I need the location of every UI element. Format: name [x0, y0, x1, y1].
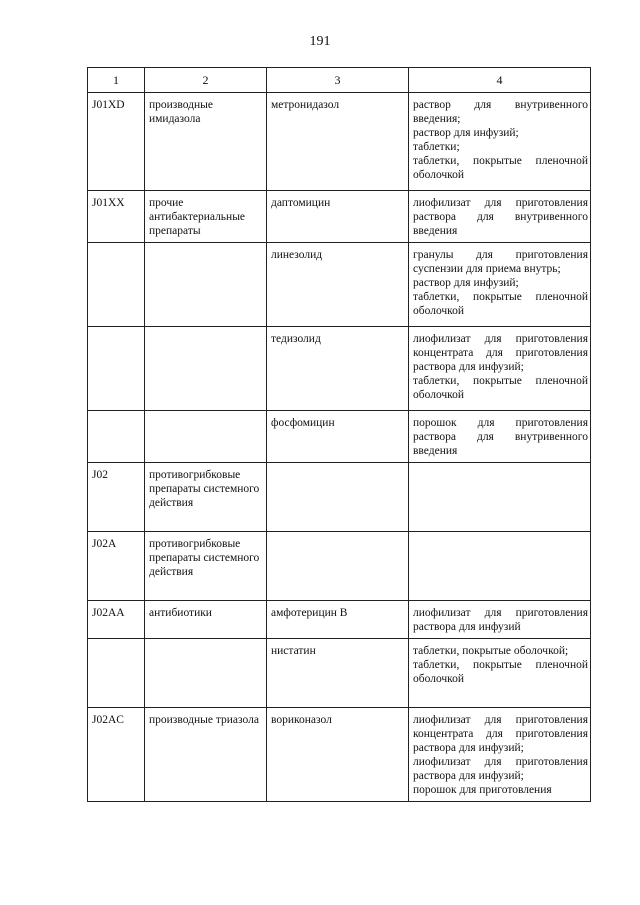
drug-name-cell: фосфомицин	[267, 411, 409, 463]
dosage-forms-cell	[409, 708, 591, 802]
table-row	[88, 191, 591, 243]
dosage-form-item: таблетки, покрытые пленочной оболочкой	[413, 375, 588, 401]
drug-name-cell: метронидазол	[267, 93, 409, 191]
dosage-forms-cell	[409, 93, 591, 191]
dosage-forms-cell	[409, 327, 591, 411]
table-row	[88, 601, 591, 639]
drug-name-cell: нистатин	[267, 639, 409, 708]
dosage-form-item: таблетки;	[413, 141, 460, 153]
dosage-form-item: таблетки, покрытые оболочкой;	[413, 645, 569, 657]
table-row	[88, 411, 591, 463]
group-name-cell: противогрибковые препараты системного действия	[145, 463, 267, 532]
drug-table	[87, 67, 591, 802]
group-name-cell: антибиотики	[145, 601, 267, 639]
group-name-cell: производные триазола	[145, 708, 267, 802]
atc-code-cell: J01XX	[88, 191, 145, 243]
dosage-form-item: лиофилизат для приготовления концентрата для приготовления раствора для инфузий;	[413, 714, 588, 754]
table-row	[88, 93, 591, 191]
atc-code-cell: J02A	[88, 532, 145, 601]
drug-name-cell	[267, 532, 409, 601]
group-name-cell	[145, 327, 267, 411]
dosage-forms-cell	[409, 243, 591, 327]
dosage-forms-cell	[409, 601, 591, 639]
atc-code-cell	[88, 411, 145, 463]
dosage-form-item: раствор для внутривенного введения;	[413, 99, 588, 125]
dosage-form-item: лиофилизат для приготовления раствора для инфузий;	[413, 756, 588, 782]
group-name-cell: производные имидазола	[145, 93, 267, 191]
page-number: 191	[309, 34, 331, 49]
dosage-forms-cell	[409, 411, 591, 463]
dosage-forms-cell	[409, 639, 591, 708]
dosage-form-item: раствор для инфузий;	[413, 127, 519, 139]
group-name-cell	[145, 639, 267, 708]
dosage-forms-cell	[409, 463, 591, 532]
drug-name-cell	[267, 463, 409, 532]
table-row	[88, 243, 591, 327]
atc-code-cell: J02	[88, 463, 145, 532]
dosage-form-item: лиофилизат для приготовления раствора для инфузий	[413, 607, 588, 633]
drug-name-cell: линезолид	[267, 243, 409, 327]
column-header-3: 3	[267, 68, 409, 93]
dosage-form-item: порошок для приготовления раствора для внутривенного введения	[413, 417, 588, 457]
atc-code-cell: J02AC	[88, 708, 145, 802]
dosage-form-item: раствор для инфузий;	[413, 277, 519, 289]
atc-code-cell	[88, 243, 145, 327]
drug-name-cell: амфотерицин B	[267, 601, 409, 639]
table-row	[88, 463, 591, 532]
table-row	[88, 708, 591, 802]
table-body	[88, 93, 591, 802]
header-row	[88, 68, 591, 93]
atc-code-cell	[88, 327, 145, 411]
drug-name-cell: вориконазол	[267, 708, 409, 802]
dosage-form-item: порошок для приготовления	[413, 784, 552, 796]
column-header-1: 1	[88, 68, 145, 93]
dosage-forms-cell	[409, 532, 591, 601]
group-name-cell: прочие антибактериальные препараты	[145, 191, 267, 243]
dosage-form-item: таблетки, покрытые пленочной оболочкой	[413, 155, 588, 181]
table-row	[88, 327, 591, 411]
dosage-form-item: гранулы для приготовления суспензии для приема внутрь;	[413, 249, 588, 275]
table-row	[88, 532, 591, 601]
group-name-cell	[145, 411, 267, 463]
dosage-form-item: лиофилизат для приготовления концентрата для приготовления раствора для инфузий;	[413, 333, 588, 373]
dosage-form-item: таблетки, покрытые пленочной оболочкой	[413, 291, 588, 317]
column-header-4: 4	[409, 68, 591, 93]
table-row	[88, 639, 591, 708]
dosage-forms-cell	[409, 191, 591, 243]
atc-code-cell	[88, 639, 145, 708]
drug-name-cell: тедизолид	[267, 327, 409, 411]
dosage-form-item: таблетки, покрытые пленочной оболочкой	[413, 659, 588, 685]
group-name-cell: противогрибковые препараты системного действия	[145, 532, 267, 601]
dosage-form-item: лиофилизат для приготовления раствора для внутривенного введения	[413, 197, 588, 237]
atc-code-cell: J01XD	[88, 93, 145, 191]
atc-code-cell: J02AA	[88, 601, 145, 639]
column-header-2: 2	[145, 68, 267, 93]
group-name-cell	[145, 243, 267, 327]
drug-name-cell: даптомицин	[267, 191, 409, 243]
